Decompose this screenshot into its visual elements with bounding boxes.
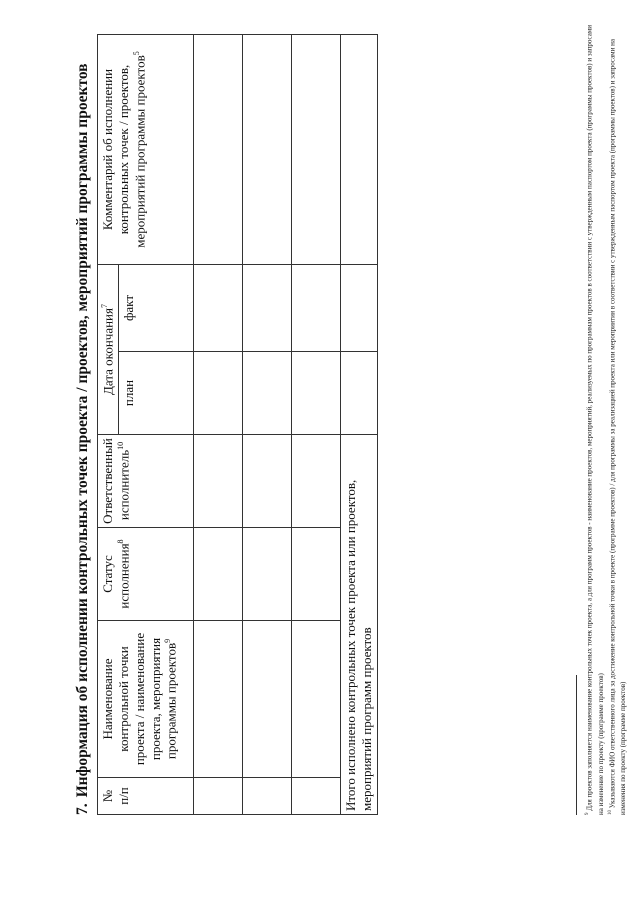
footnotes: [584, 25, 629, 815]
cell: [194, 264, 243, 351]
header-comment-footnote: 5: [131, 51, 141, 56]
table-row: [292, 34, 341, 814]
total-label: Итого исполнено контрольных точек проекта или проектов, мероприятий программ проектов: [341, 435, 378, 815]
header-fact: факт: [119, 264, 194, 351]
total-row: [341, 34, 378, 814]
header-number: № п/п: [98, 778, 194, 815]
footnote-number: 10: [607, 810, 613, 815]
cell: [194, 528, 243, 621]
cell: [194, 34, 243, 264]
header-comment-text: Комментарий об исполнении контрольных точек / проектов, мероприятий программы проектов: [100, 55, 148, 248]
header-name: [98, 621, 194, 778]
header-comment: [98, 34, 194, 264]
cell: [243, 621, 292, 778]
cell: [292, 528, 341, 621]
header-status: [98, 528, 194, 621]
section-heading: [74, 63, 92, 815]
header-responsible: [98, 435, 194, 528]
footnote-item: [584, 25, 607, 815]
footnote-item: [607, 25, 630, 815]
header-status-text: Статус исполнения: [100, 543, 132, 609]
footnote-text: Для проектов заполняется наименование контрольных точек проекта, а для программ проектов - наименование проектов, мероприятий, реализуемых по программам проектов в соответствии с утвержденным паспортом проекта (программы проектов) и запросами на изменение по проекту (программе проектов): [585, 25, 605, 815]
table-row: [194, 34, 243, 814]
control-points-table: [97, 34, 378, 815]
cell: [292, 778, 341, 815]
cell: [292, 34, 341, 264]
cell: [194, 778, 243, 815]
cell: [243, 34, 292, 264]
cell: [243, 352, 292, 435]
cell: [341, 264, 378, 351]
cell: [243, 528, 292, 621]
header-status-footnote: 8: [115, 539, 125, 544]
cell: [341, 352, 378, 435]
footnote-text: Указываются ФИО ответственного лица за достижение контрольной точки в проекте (программе проектов) / для программы за реализацией проекта или мероприятия в соответствии с утвержденным паспортом проекта (программы проектов) и запросами на изменения по проекту (программе проектов): [608, 39, 628, 815]
header-end-date-text: Дата окончания: [100, 308, 116, 395]
footnote-divider: [576, 675, 577, 815]
table-header-row: [98, 34, 119, 814]
cell: [243, 264, 292, 351]
header-end-date-footnote: 7: [100, 304, 109, 308]
cell: [292, 435, 341, 528]
cell: [194, 621, 243, 778]
table-row: [243, 34, 292, 814]
cell: [243, 435, 292, 528]
cell: [194, 435, 243, 528]
header-name-footnote: 9: [163, 638, 173, 643]
section-number: 7.: [74, 803, 91, 815]
cell: [194, 352, 243, 435]
cell: [292, 352, 341, 435]
section-title: Информация об исполнении контрольных точек проекта / проектов, мероприятий программы проектов: [74, 63, 91, 798]
header-name-text: Наименование контрольной точки проекта / наименование проекта, мероприятия программы проектов: [100, 632, 179, 766]
cell: [341, 34, 378, 264]
cell: [292, 621, 341, 778]
cell: [243, 778, 292, 815]
header-end-date: [98, 264, 119, 434]
header-responsible-text: Ответственный исполнитель: [100, 438, 132, 524]
header-responsible-footnote: 10: [115, 441, 125, 450]
header-plan: план: [119, 352, 194, 435]
cell: [292, 264, 341, 351]
footnote-number: 9: [585, 812, 590, 815]
